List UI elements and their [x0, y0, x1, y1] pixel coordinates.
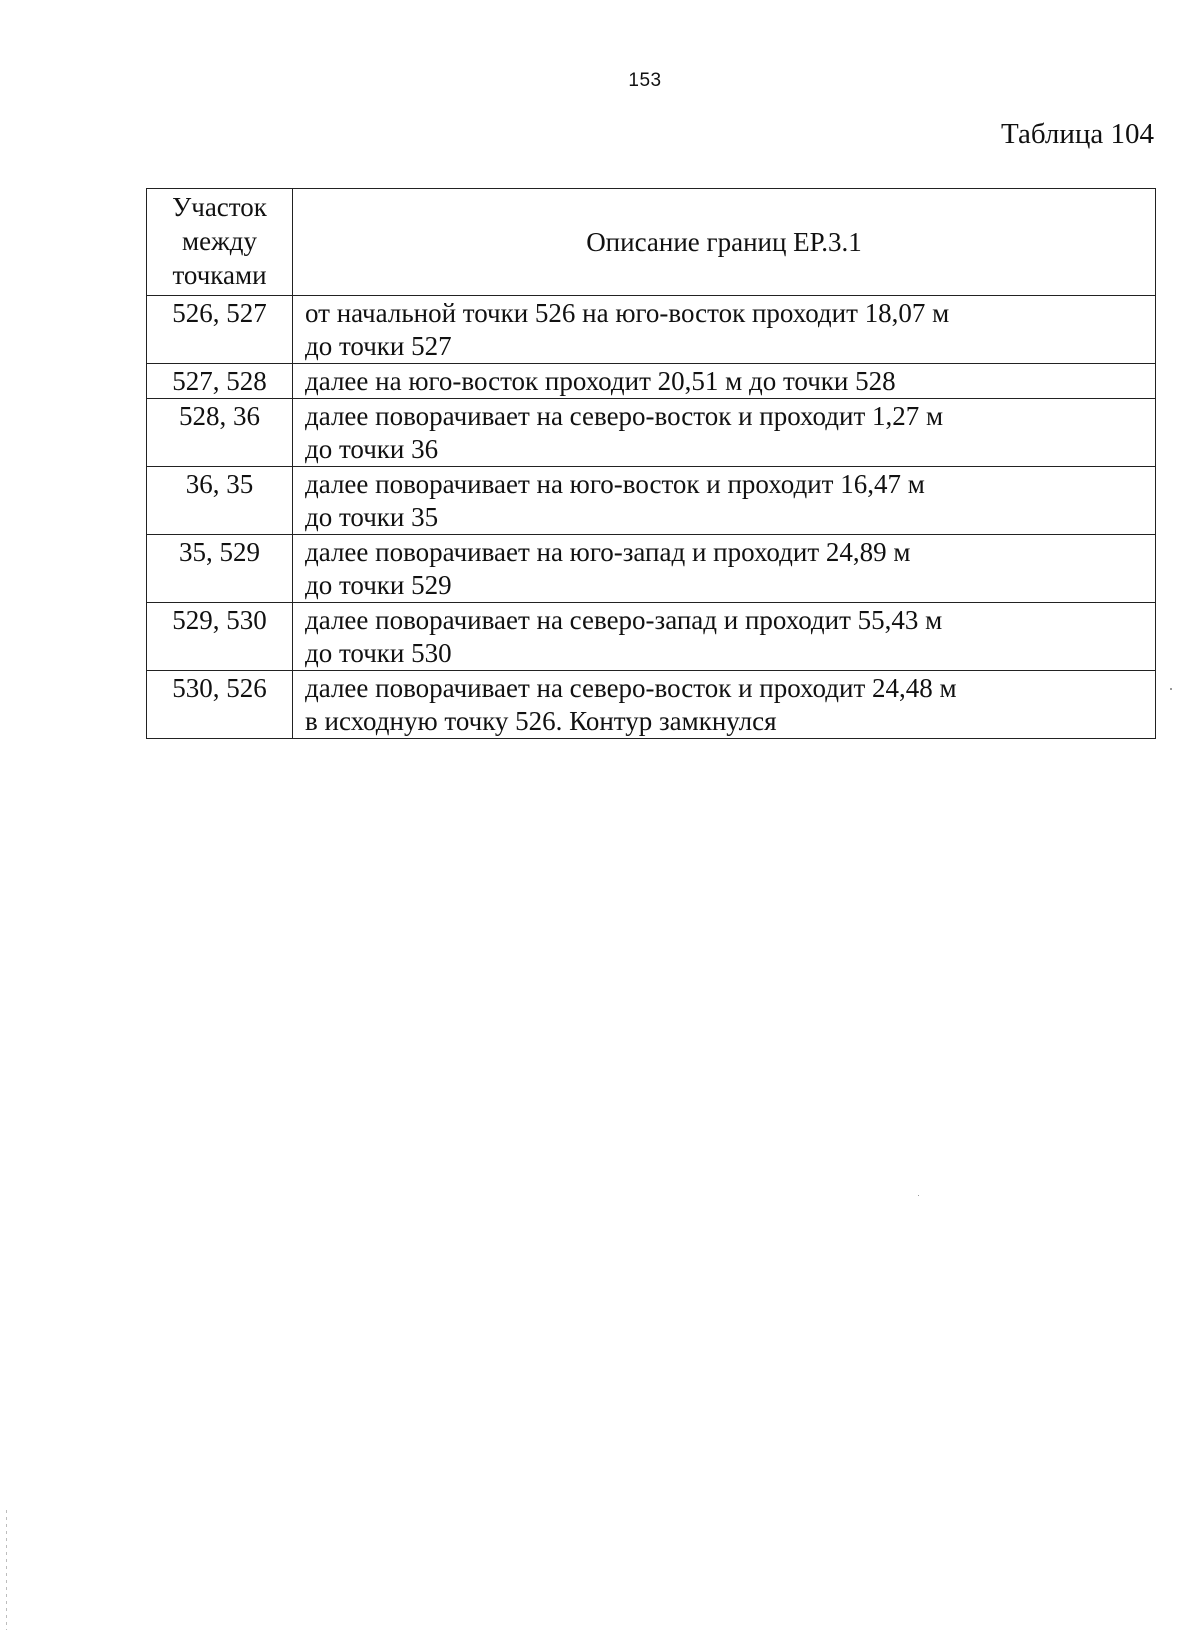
segment-cell: 527, 528 — [147, 364, 293, 399]
description-cell: от начальной точки 526 на юго-восток проходит 18,07 м до точки 527 — [293, 296, 1156, 364]
table-row — [147, 603, 1156, 671]
segment-cell: 526, 527 — [147, 296, 293, 364]
table-row — [147, 535, 1156, 603]
table-row — [147, 467, 1156, 535]
table-row — [147, 364, 1156, 399]
description-cell: далее поворачивает на юго-восток и проходит 16,47 м до точки 35 — [293, 467, 1156, 535]
boundary-description-table — [146, 188, 1156, 739]
table-row — [147, 399, 1156, 467]
scan-speck — [1170, 688, 1172, 690]
header-segment-label: Участок между точками — [172, 192, 267, 290]
segment-cell: 530, 526 — [147, 671, 293, 739]
header-description: Описание границ ЕР.3.1 — [293, 189, 1156, 296]
description-cell: далее поворачивает на северо-восток и проходит 1,27 м до точки 36 — [293, 399, 1156, 467]
table-row — [147, 671, 1156, 739]
table-caption: Таблица 104 — [1000, 118, 1154, 150]
page-number: 153 — [628, 70, 662, 91]
scan-edge-mark — [6, 1510, 7, 1630]
description-cell: далее поворачивает на северо-восток и проходит 24,48 м в исходную точку 526. Контур замкнулся — [293, 671, 1156, 739]
segment-cell: 35, 529 — [147, 535, 293, 603]
table-body — [147, 296, 1156, 739]
description-cell: далее поворачивает на северо-запад и проходит 55,43 м до точки 530 — [293, 603, 1156, 671]
scan-speck — [918, 1195, 919, 1196]
segment-cell: 528, 36 — [147, 399, 293, 467]
segment-cell: 36, 35 — [147, 467, 293, 535]
table-header-row — [147, 189, 1156, 296]
header-segment — [147, 189, 293, 296]
description-cell: далее на юго-восток проходит 20,51 м до точки 528 — [293, 364, 1156, 399]
description-cell: далее поворачивает на юго-запад и проходит 24,89 м до точки 529 — [293, 535, 1156, 603]
table-row — [147, 296, 1156, 364]
segment-cell: 529, 530 — [147, 603, 293, 671]
